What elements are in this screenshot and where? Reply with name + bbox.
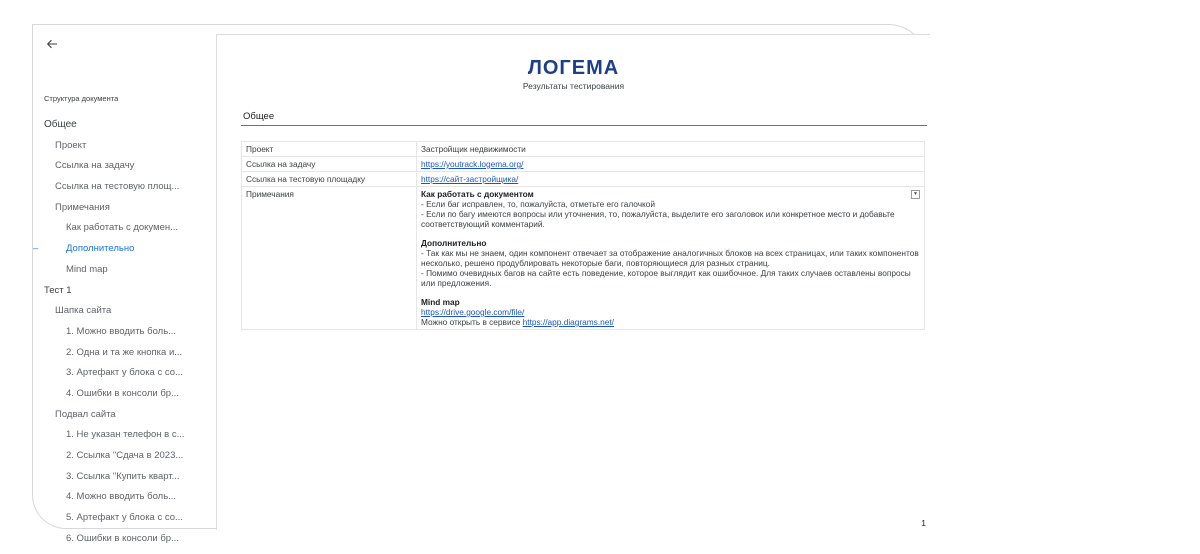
outline-item[interactable] bbox=[33, 529, 216, 550]
note-extra-line-2: - Помимо очевидных багов на сайте есть поведение, которое выглядит как ошибочное. Для таких случаев оставлены вопросы или предложения. bbox=[421, 268, 911, 288]
logema-logo: ЛОГЕМА bbox=[527, 57, 620, 79]
outline-item[interactable] bbox=[33, 405, 216, 426]
outline-item-label: Как работать с докумен... bbox=[66, 222, 179, 234]
outline-title: Структура документа bbox=[44, 94, 119, 103]
outline-item[interactable] bbox=[33, 198, 216, 219]
note-mind-title: Mind map bbox=[421, 297, 460, 307]
outline-item[interactable] bbox=[33, 239, 216, 260]
document-page bbox=[216, 34, 930, 530]
outline-item-label: 4. Можно вводить боль... bbox=[66, 491, 177, 503]
task-link[interactable]: https://youtrack.logema.org/ bbox=[421, 159, 524, 169]
row-key-testsite: Ссылка на тестовую площадку bbox=[242, 172, 417, 187]
table-row bbox=[242, 142, 925, 157]
document-outline-sidebar bbox=[33, 24, 216, 544]
section-heading: Общее bbox=[243, 111, 275, 122]
outline-item-label: Шапка сайта bbox=[55, 305, 112, 317]
info-table bbox=[241, 141, 925, 330]
outline-item[interactable] bbox=[33, 281, 216, 302]
document-subtitle: Результаты тестирования bbox=[522, 81, 625, 91]
table-row bbox=[242, 172, 925, 187]
outline-item[interactable] bbox=[33, 136, 216, 157]
arrow-left-icon[interactable] bbox=[44, 36, 60, 52]
outline-list bbox=[33, 115, 216, 549]
note-how-line-2: - Если по багу имеются вопросы или уточнения, то, пожалуйста, выделите его заголовок или конкретное место и добавьте соответствующий комментарий. bbox=[421, 209, 895, 229]
outline-item-label: Ссылка на тестовую площ... bbox=[55, 181, 180, 193]
dropdown-icon[interactable]: ▼ bbox=[911, 190, 920, 199]
diagrams-link[interactable]: https://app.diagrams.net/ bbox=[522, 317, 614, 327]
section-divider bbox=[241, 125, 927, 126]
mindmap-service-text: Можно открыть в сервисе bbox=[421, 317, 523, 327]
row-value-project: Застройщик недвижимости bbox=[417, 142, 925, 157]
outline-item-label: 5. Артефакт у блока с со... bbox=[66, 512, 183, 524]
outline-item-label: Примечания bbox=[55, 201, 110, 213]
outline-item[interactable] bbox=[33, 218, 216, 239]
outline-item[interactable] bbox=[33, 363, 216, 384]
note-how-line-1: - Если баг исправлен, то, пожалуйста, отметьте его галочкой bbox=[421, 199, 656, 209]
outline-item[interactable] bbox=[33, 467, 216, 488]
active-marker: – bbox=[33, 243, 39, 255]
outline-item-label: 2. Одна и та же кнопка и... bbox=[66, 346, 183, 358]
outline-item[interactable] bbox=[33, 343, 216, 364]
outline-item[interactable] bbox=[33, 301, 216, 322]
outline-item-label: 4. Ошибки в консоли бр... bbox=[66, 387, 179, 399]
outline-item[interactable] bbox=[33, 177, 216, 198]
table-row bbox=[242, 157, 925, 172]
outline-item-label: Mind map bbox=[66, 263, 108, 275]
outline-item-label: Ссылка на задачу bbox=[55, 160, 135, 172]
row-key-task: Ссылка на задачу bbox=[242, 157, 417, 172]
note-how bbox=[421, 189, 920, 229]
outline-item-label: 1. Можно вводить боль... bbox=[66, 325, 177, 337]
note-extra bbox=[421, 238, 920, 288]
outline-item[interactable] bbox=[33, 425, 216, 446]
outline-item[interactable] bbox=[33, 322, 216, 343]
outline-item[interactable] bbox=[33, 508, 216, 529]
note-extra-line-1: - Так как мы не знаем, один компонент отвечает за отображение аналогичных блоков на всех страницах, или таких компонентов несколько, решено продублировать некоторые баги, повторяющиеся для разных страниц. bbox=[421, 248, 919, 268]
outline-item-label: 6. Ошибки в консоли бр... bbox=[66, 532, 179, 544]
note-extra-title: Дополнительно bbox=[421, 238, 487, 248]
outline-item[interactable] bbox=[33, 115, 216, 136]
outline-item-label: Тест 1 bbox=[44, 284, 72, 296]
outline-item-label: Дополнительно bbox=[66, 243, 135, 255]
outline-item-label: Проект bbox=[55, 139, 87, 151]
outline-item-label: Подвал сайта bbox=[55, 408, 116, 420]
note-how-title: Как работать с документом bbox=[421, 189, 534, 199]
note-mindmap bbox=[421, 297, 920, 327]
app-frame bbox=[32, 24, 928, 544]
outline-item[interactable] bbox=[33, 156, 216, 177]
row-key-notes: Примечания bbox=[242, 187, 417, 330]
testsite-link[interactable]: https://сайт-застройщика/ bbox=[421, 174, 519, 184]
outline-item[interactable] bbox=[33, 260, 216, 281]
outline-item[interactable] bbox=[33, 384, 216, 405]
outline-item-label: 2. Ссылка "Сдача в 2023... bbox=[66, 450, 184, 461]
outline-item-label: 3. Ссылка "Купить кварт... bbox=[66, 470, 180, 482]
outline-item-label: 1. Не указан телефон в с... bbox=[66, 429, 185, 441]
outline-item[interactable] bbox=[33, 487, 216, 508]
table-row bbox=[242, 187, 925, 330]
outline-item[interactable] bbox=[33, 446, 216, 467]
page-number: 1 bbox=[921, 518, 926, 528]
outline-item-label: Общее bbox=[44, 119, 77, 130]
outline-item-label: 3. Артефакт у блока с со... bbox=[66, 367, 183, 379]
notes-cell bbox=[417, 187, 925, 330]
mindmap-drive-link[interactable]: https://drive.google.com/file/ bbox=[421, 307, 525, 317]
row-key-project: Проект bbox=[242, 142, 417, 157]
